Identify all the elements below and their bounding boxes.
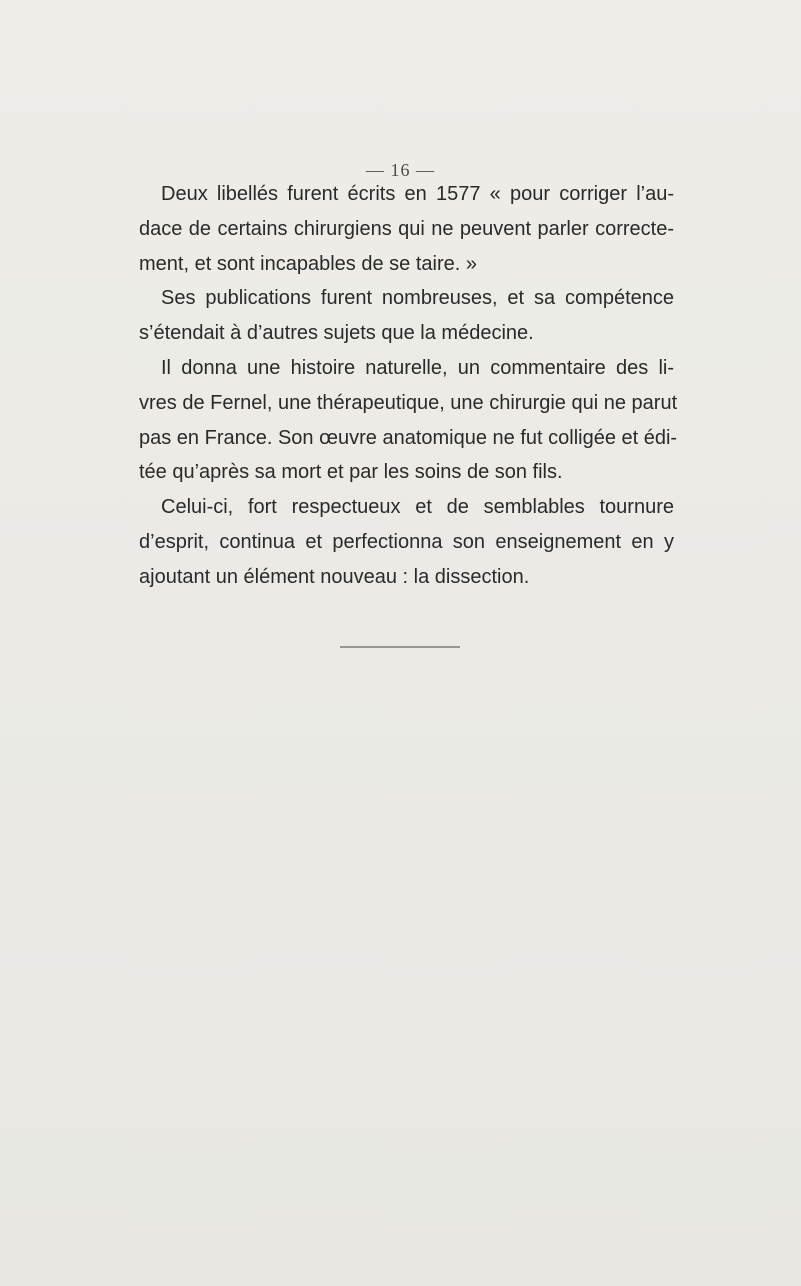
page-number: — 16 — <box>366 160 435 180</box>
paragraph-3-line-1: Il donna une histoire naturelle, un commentaire des li- <box>161 356 674 379</box>
paragraph-3-line-4: tée qu’après sa mort et par les soins de son fils. <box>139 461 563 484</box>
paragraph-4-line-1: Celui-ci, fort respectueux et de semblables tournure <box>161 496 674 519</box>
paragraph-3-line-2: vres de Fernel, une thérapeutique, une chirurgie qui ne parut <box>139 391 678 414</box>
paragraph-1-line-1: Deux libellés furent écrits en 1577 « pour corriger l’au- <box>161 183 674 205</box>
paragraph-1-line-3: ment, et sont incapables de se taire. » <box>139 252 477 275</box>
paragraph-4-line-3: ajoutant un élément nouveau : la dissection. <box>139 565 530 588</box>
closing-rule <box>340 646 460 648</box>
paragraph-4-line-2: d’esprit, continua et perfectionna son enseignement en y <box>139 530 674 553</box>
paragraph-2-line-2: s’étendait à d’autres sujets que la médecine. <box>139 322 534 345</box>
paragraph-3-line-3: pas en France. Son œuvre anatomique ne fut colligée et édi- <box>139 426 678 449</box>
body-text <box>139 177 678 595</box>
paragraph-1-line-2: dace de certains chirurgiens qui ne peuvent parler correcte- <box>139 217 674 240</box>
paragraph-2-line-1: Ses publications furent nombreuses, et sa compétence <box>161 287 674 310</box>
